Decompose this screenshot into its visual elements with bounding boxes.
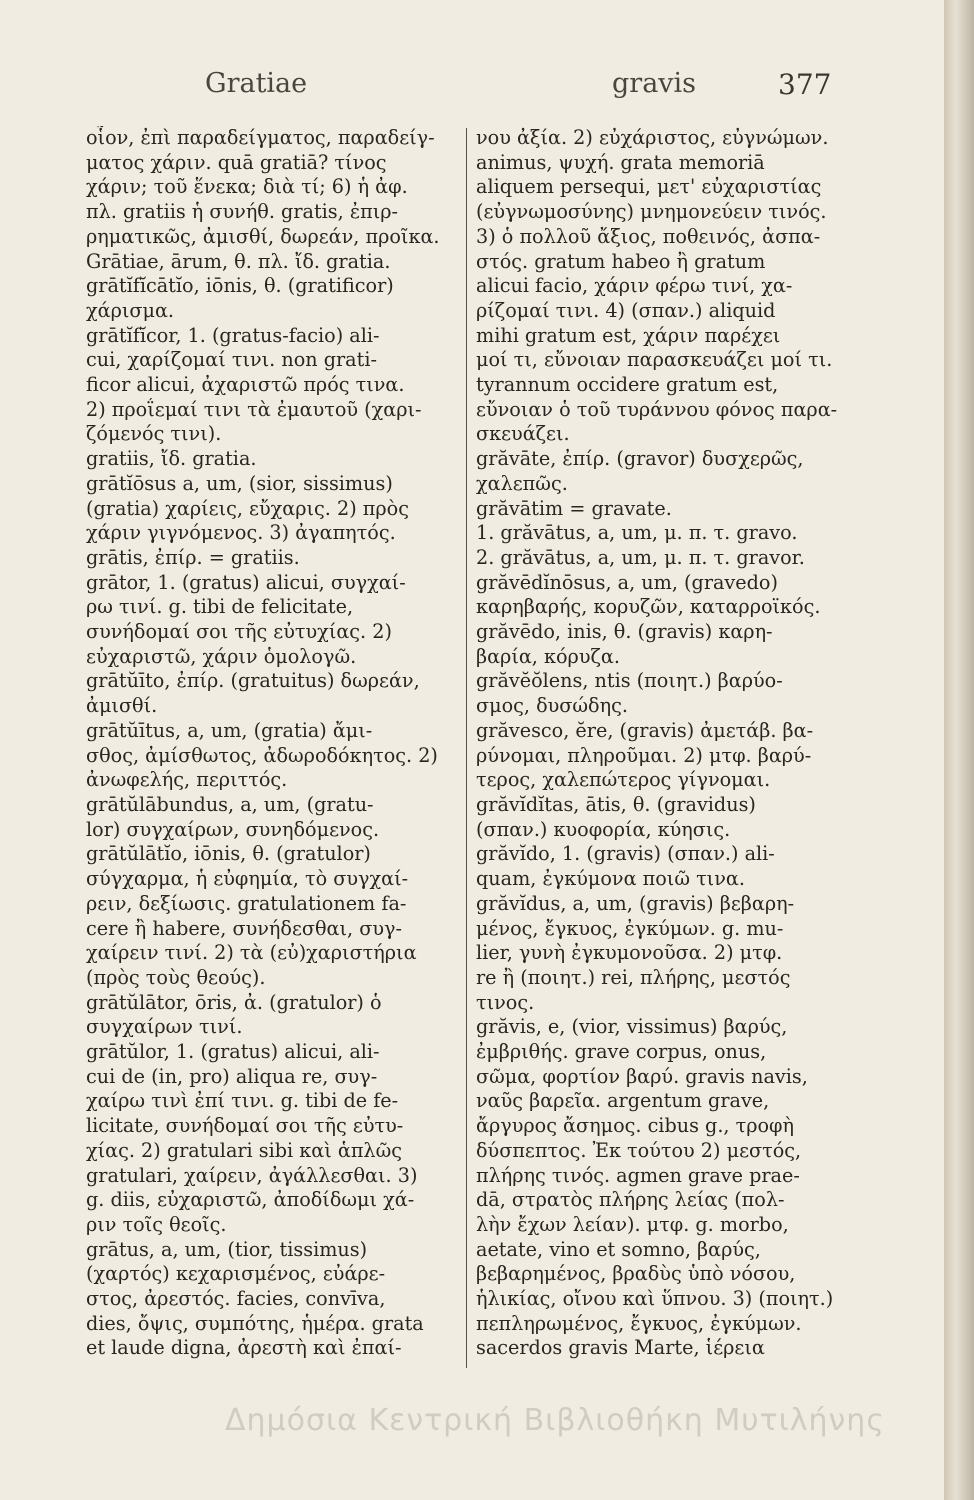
left-column bbox=[86, 126, 461, 1361]
text-line: νου ἀξία. 2) εὐχάριστος, εὐγνώμων. bbox=[476, 126, 829, 149]
text-line: βαρία, κόρυζα. bbox=[476, 644, 620, 668]
text-line: mihi gratum est, χάριν παρέχει bbox=[476, 323, 781, 347]
header-left-word: Gratiae bbox=[205, 68, 308, 99]
text-line: sacerdos gravis Marte, ἱέρεια bbox=[476, 1336, 765, 1360]
text-line: σῶμα, φορτίον βαρύ. gravis navis, bbox=[476, 1064, 808, 1088]
text-line: τερος, χαλεπώτερος γίγνομαι. bbox=[476, 768, 771, 792]
text-line: ζόμενός τινι). bbox=[86, 422, 222, 446]
text-line: βεβαρημένος, βραδὺς ὑπὸ νόσου, bbox=[476, 1262, 796, 1286]
text-line: σκευάζει. bbox=[476, 422, 570, 446]
text-line: καρηβαρής, κορυζῶν, καταρροϊκός. bbox=[476, 595, 821, 619]
text-line: χάριν γιγνόμενος. 3) ἀγαπητός. bbox=[86, 521, 396, 545]
text-line: grātŭīto, ἐπίρ. (gratuitus) δωρεάν, bbox=[86, 669, 420, 693]
text-line: ἀμισθί. bbox=[86, 694, 158, 718]
text-line: χαλεπῶς. bbox=[476, 471, 568, 495]
text-line: δύσπεπτος. Ἐκ τούτου 2) μεστός, bbox=[476, 1138, 802, 1162]
text-line: grātĭōsus a, um, (sior, sissimus) bbox=[86, 471, 393, 495]
text-line: licitate, συνήδομαί σοι τῆς εὐτυ- bbox=[86, 1114, 404, 1138]
text-line: ναῦς βαρεῖα. argentum grave, bbox=[476, 1089, 770, 1113]
text-line: 1. grăvātus, a, um, μ. π. τ. gravo. bbox=[476, 521, 798, 545]
text-line: dies, ὄψις, συμπότης, ἡμέρα. grata bbox=[86, 1311, 424, 1335]
text-line: grăvesco, ĕre, (gravis) ἀμετάβ. βα- bbox=[476, 718, 814, 742]
text-line: εὐχαριστῶ, χάριν ὁμολογῶ. bbox=[86, 644, 357, 668]
text-line: τινος. bbox=[476, 990, 535, 1014]
text-line: alicui facio, χάριν φέρω τινί, χα- bbox=[476, 274, 793, 298]
text-line: gratulari, χαίρειν, ἀγάλλεσθαι. 3) bbox=[86, 1163, 418, 1187]
text-line: ἡλικίας, οἴνου καὶ ὕπνου. 3) (ποιητ.) bbox=[476, 1287, 834, 1311]
text-line: ficor alicui, ἀχαριστῶ πρός τινα. bbox=[86, 373, 405, 397]
text-line: dā, στρατὸς πλήρης λείας (πολ- bbox=[476, 1188, 785, 1212]
text-line: συνήδομαί σοι τῆς εὐτυχίας. 2) bbox=[86, 620, 392, 644]
text-line: μένος, ἔγκυος, ἐγκύμων. g. mu- bbox=[476, 916, 784, 940]
text-line: ματος χάριν. quā gratiā? τίνος bbox=[86, 150, 387, 174]
text-line: grăvĕŏlens, ntis (ποιητ.) βαρύο- bbox=[476, 669, 783, 693]
text-line: χάρισμα. bbox=[86, 298, 175, 322]
text-line: 2. grăvātus, a, um, μ. π. τ. gravor. bbox=[476, 545, 805, 569]
text-line: σθος, ἀμίσθωτος, ἀδωροδόκητος. 2) bbox=[86, 743, 438, 767]
text-line: grātŭlābundus, a, um, (gratu- bbox=[86, 792, 374, 816]
text-line: (σπαν.) κυοφορία, κύησις. bbox=[476, 817, 731, 841]
text-line: g. diis, εὐχαριστῶ, ἀποδίδωμι χά- bbox=[86, 1188, 415, 1212]
text-line: ρηματικῶς, ἀμισθί, δωρεάν, προῖκα. bbox=[86, 224, 440, 248]
text-line: quam, ἐγκύμονα ποιῶ τινα. bbox=[476, 867, 745, 891]
text-line: συγχαίρων τινί. bbox=[86, 1015, 243, 1039]
text-line: grăvēdĭnōsus, a, um, (gravedo) bbox=[476, 570, 778, 594]
text-line: πεπληρωμένος, ἔγκυος, ἐγκύμων. bbox=[476, 1311, 802, 1335]
text-line: gratiis, ἴδ. gratia. bbox=[86, 447, 257, 471]
text-line: grăvis, e, (vior, vissimus) βαρύς, bbox=[476, 1015, 788, 1039]
text-line: ἐμβριθής. grave corpus, onus, bbox=[476, 1040, 767, 1064]
column-divider bbox=[466, 128, 467, 1368]
right-column bbox=[476, 126, 858, 1361]
text-line: οἷον, ἐπὶ παραδείγματος, παραδείγ- bbox=[86, 126, 435, 149]
text-line: (πρὸς τοὺς θεούς). bbox=[86, 965, 266, 989]
text-line: re ἢ (ποιητ.) rei, πλήρης, μεστός bbox=[476, 965, 791, 989]
text-line: ρύνομαι, πληροῦμαι. 2) μτφ. βαρύ- bbox=[476, 743, 812, 767]
text-line: lier, γυνὴ ἐγκυμονοῦσα. 2) μτφ. bbox=[476, 941, 783, 965]
text-line: 3) ὁ πολλοῦ ἄξιος, ποθεινός, ἀσπα- bbox=[476, 224, 821, 248]
header-center-word: gravis bbox=[612, 68, 697, 99]
text-line: στος, ἀρεστός. facies, convīva, bbox=[86, 1287, 386, 1311]
text-line: tyrannum occidere gratum est, bbox=[476, 373, 779, 397]
text-line: grātor, 1. (gratus) alicui, συγχαί- bbox=[86, 570, 406, 594]
text-line: cere ἢ habere, συνήδεσθαι, συγ- bbox=[86, 916, 402, 940]
text-line: grātis, ἐπίρ. = gratiis. bbox=[86, 545, 300, 569]
text-line: πλ. gratiis ἡ συνήθ. gratis, ἐπιρ- bbox=[86, 200, 399, 224]
text-line: grăvāte, ἐπίρ. (gravor) δυσχερῶς, bbox=[476, 447, 804, 471]
text-line: lor) συγχαίρων, συνηδόμενος. bbox=[86, 817, 380, 841]
text-line: (χαρτός) κεχαρισμένος, εὐάρε- bbox=[86, 1262, 386, 1286]
text-line: 2) προΐεμαί τινι τὰ ἐμαυτοῦ (χαρι- bbox=[86, 397, 422, 421]
text-line: cui, χαρίζομαί τινι. non grati- bbox=[86, 348, 377, 372]
text-line: grātŭītus, a, um, (gratia) ἄμι- bbox=[86, 718, 373, 742]
text-line: grātŭlātĭo, iōnis, θ. (gratulor) bbox=[86, 842, 371, 866]
text-line: χαίρειν τινί. 2) τὰ (εὐ)χαριστήρια bbox=[86, 941, 417, 965]
text-line: animus, ψυχή. grata memoriā bbox=[476, 150, 765, 174]
text-line: aliquem persequi, μετ' εὐχαριστίας bbox=[476, 175, 822, 199]
text-line: et laude digna, ἀρεστὴ καὶ ἐπαί- bbox=[86, 1336, 402, 1360]
text-line: grātus, a, um, (tior, tissimus) bbox=[86, 1237, 368, 1261]
text-line: ριν τοῖς θεοῖς. bbox=[86, 1212, 227, 1236]
text-line: χίας. 2) gratulari sibi καὶ ἁπλῶς bbox=[86, 1138, 402, 1162]
text-line: cui de (in, pro) aliqua re, συγ- bbox=[86, 1064, 378, 1088]
text-line: grātŭlātor, ōris, ἀ. (gratulor) ὁ bbox=[86, 990, 382, 1014]
page-number: 377 bbox=[778, 68, 832, 101]
text-line: grăvātim = gravate. bbox=[476, 496, 672, 520]
text-line: λὴν ἔχων λείαν). μτφ. g. morbo, bbox=[476, 1212, 789, 1236]
text-line: (gratia) χαρίεις, εὔχαρις. 2) πρὸς bbox=[86, 496, 409, 520]
text-line: ἀνωφελής, περιττός. bbox=[86, 768, 288, 792]
text-line: σύγχαρμα, ἡ εὐφημία, τὸ συγχαί- bbox=[86, 867, 409, 891]
text-line: grātĭfĭcor, 1. (gratus-facio) ali- bbox=[86, 323, 380, 347]
text-line: grăvēdo, inis, θ. (gravis) καρη- bbox=[476, 620, 773, 644]
text-line: χάριν; τοῦ ἕνεκα; διὰ τί; 6) ἡ ἀφ. bbox=[86, 175, 408, 199]
text-line: ἄργυρος ἄσημος. cibus g., τροφὴ bbox=[476, 1114, 794, 1138]
text-line: πλήρης τινός. agmen grave prae- bbox=[476, 1163, 800, 1187]
text-line: στός. gratum habeo ἢ gratum bbox=[476, 249, 766, 273]
text-line: aetate, vino et somno, βαρύς, bbox=[476, 1237, 761, 1261]
text-line: χαίρω τινὶ ἐπί τινι. g. tibi de fe- bbox=[86, 1089, 399, 1113]
text-line: grăvĭdo, 1. (gravis) (σπαν.) ali- bbox=[476, 842, 775, 866]
page-edge bbox=[944, 0, 974, 1500]
text-line: grăvĭdus, a, um, (gravis) βεβαρη- bbox=[476, 891, 795, 915]
text-line: ρειν, δεξίωσις. gratulationem fa- bbox=[86, 891, 407, 915]
text-line: σμος, δυσώδης. bbox=[476, 694, 628, 718]
text-line: grăvĭdĭtas, ātis, θ. (gravidus) bbox=[476, 792, 756, 816]
text-line: grātŭlor, 1. (gratus) alicui, ali- bbox=[86, 1040, 380, 1064]
text-line: εὔνοιαν ὁ τοῦ τυράννου φόνος παρα- bbox=[476, 397, 838, 421]
text-line: μοί τι, εὔνοιαν παρασκευάζει μοί τι. bbox=[476, 348, 833, 372]
running-header bbox=[0, 68, 944, 108]
text-line: grātĭfĭcātĭo, iōnis, θ. (gratificor) bbox=[86, 274, 394, 298]
text-line: (εὐγνωμοσύνης) μνημονεύειν τινός. bbox=[476, 200, 827, 224]
text-line: ρίζομαί τινι. 4) (σπαν.) aliquid bbox=[476, 298, 776, 322]
library-watermark: Δημόσια Κεντρική Βιβλιοθήκη Μυτιλήνης bbox=[225, 1403, 885, 1438]
text-line: Grātiae, ārum, θ. πλ. ἴδ. gratia. bbox=[86, 249, 391, 273]
text-line: ρω τινί. g. tibi de felicitate, bbox=[86, 595, 354, 619]
